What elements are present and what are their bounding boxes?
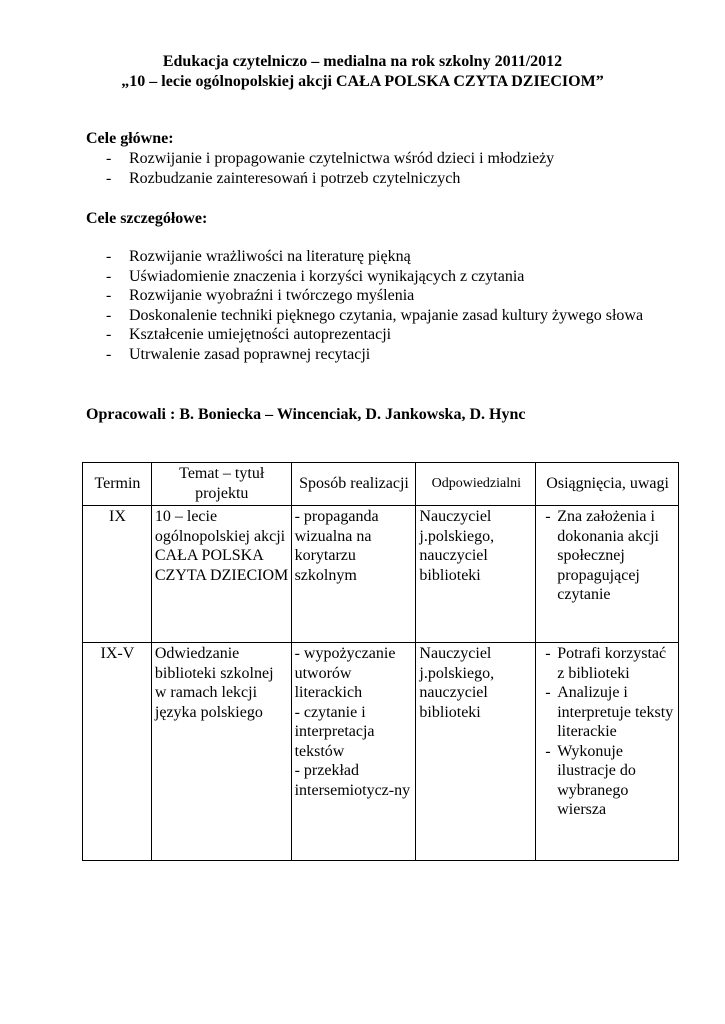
detailed-goals-list xyxy=(86,247,666,364)
achievements-list xyxy=(539,507,676,605)
header-responsible: Odpowiedzialni xyxy=(416,463,536,506)
responsible-cell: Nauczyciel j.polskiego, nauczyciel biblioteki xyxy=(416,643,536,861)
topic-cell: 10 – lecie ogólnopolskiej akcji CAŁA POLSKA CZYTA DZIECIOM xyxy=(151,506,291,643)
main-goals-heading: Cele główne: xyxy=(86,130,174,147)
list-item: - Utrwalenie zasad poprawnej recytacji xyxy=(86,345,666,365)
list-item: - Rozwijanie i propagowanie czytelnictwa wśród dzieci i młodzieży xyxy=(86,149,666,169)
list-item: - Wykonuje ilustracje do wybranego wiersza xyxy=(539,742,676,820)
document-title-line-2: „10 – lecie ogólnopolskiej akcji CAŁA POLSKA CZYTA DZIECIOM” xyxy=(121,73,604,90)
list-item: - Potrafi korzystać z biblioteki xyxy=(539,644,676,683)
achievements-list xyxy=(539,644,676,820)
term-cell: IX-V xyxy=(83,643,152,861)
method-cell: - propaganda wizualna na korytarzu szkolnym xyxy=(291,506,416,643)
achievements-cell xyxy=(536,506,679,643)
list-item: - Kształcenie umiejętności autoprezentacji xyxy=(86,325,666,345)
main-goals-list xyxy=(86,149,666,188)
header-achievements: Osiągnięcia, uwagi xyxy=(536,463,679,506)
list-item: - Rozwijanie wrażliwości na literaturę piękną xyxy=(86,247,666,267)
list-item: - Rozwijanie wyobraźni i twórczego myślenia xyxy=(86,286,666,306)
table-row xyxy=(83,506,679,643)
authors-line: Opracowali : B. Boniecka – Wincenciak, D. Jankowska, D. Hync xyxy=(86,406,526,423)
header-term: Termin xyxy=(83,463,152,506)
list-item: - Uświadomienie znaczenia i korzyści wynikających z czytania xyxy=(86,267,666,287)
header-method: Sposób realizacji xyxy=(291,463,416,506)
topic-cell: Odwiedzanie biblioteki szkolnej w ramach lekcji języka polskiego xyxy=(151,643,291,861)
achievements-cell xyxy=(536,643,679,861)
header-topic: Temat – tytuł projektu xyxy=(151,463,291,506)
list-item: - Zna założenia i dokonania akcji społecznej propagującej czytanie xyxy=(539,507,676,605)
list-item: - Analizuje i interpretuje teksty literackie xyxy=(539,683,676,742)
list-item: - Doskonalenie techniki pięknego czytania, wpajanie zasad kultury żywego słowa xyxy=(86,306,666,326)
document-title-line-1: Edukacja czytelniczo – medialna na rok szkolny 2011/2012 xyxy=(162,53,563,70)
list-item: - Rozbudzanie zainteresowań i potrzeb czytelniczych xyxy=(86,169,666,189)
table-row xyxy=(83,643,679,861)
table-header-row xyxy=(83,463,679,506)
method-cell: - wypożyczanie utworów literackich - czytanie i interpretacja tekstów - przekład intersemiotycz-ny xyxy=(291,643,416,861)
plan-table xyxy=(82,462,679,861)
detailed-goals-heading: Cele szczegółowe: xyxy=(86,210,208,227)
term-cell: IX xyxy=(83,506,152,643)
responsible-cell: Nauczyciel j.polskiego, nauczyciel biblioteki xyxy=(416,506,536,643)
